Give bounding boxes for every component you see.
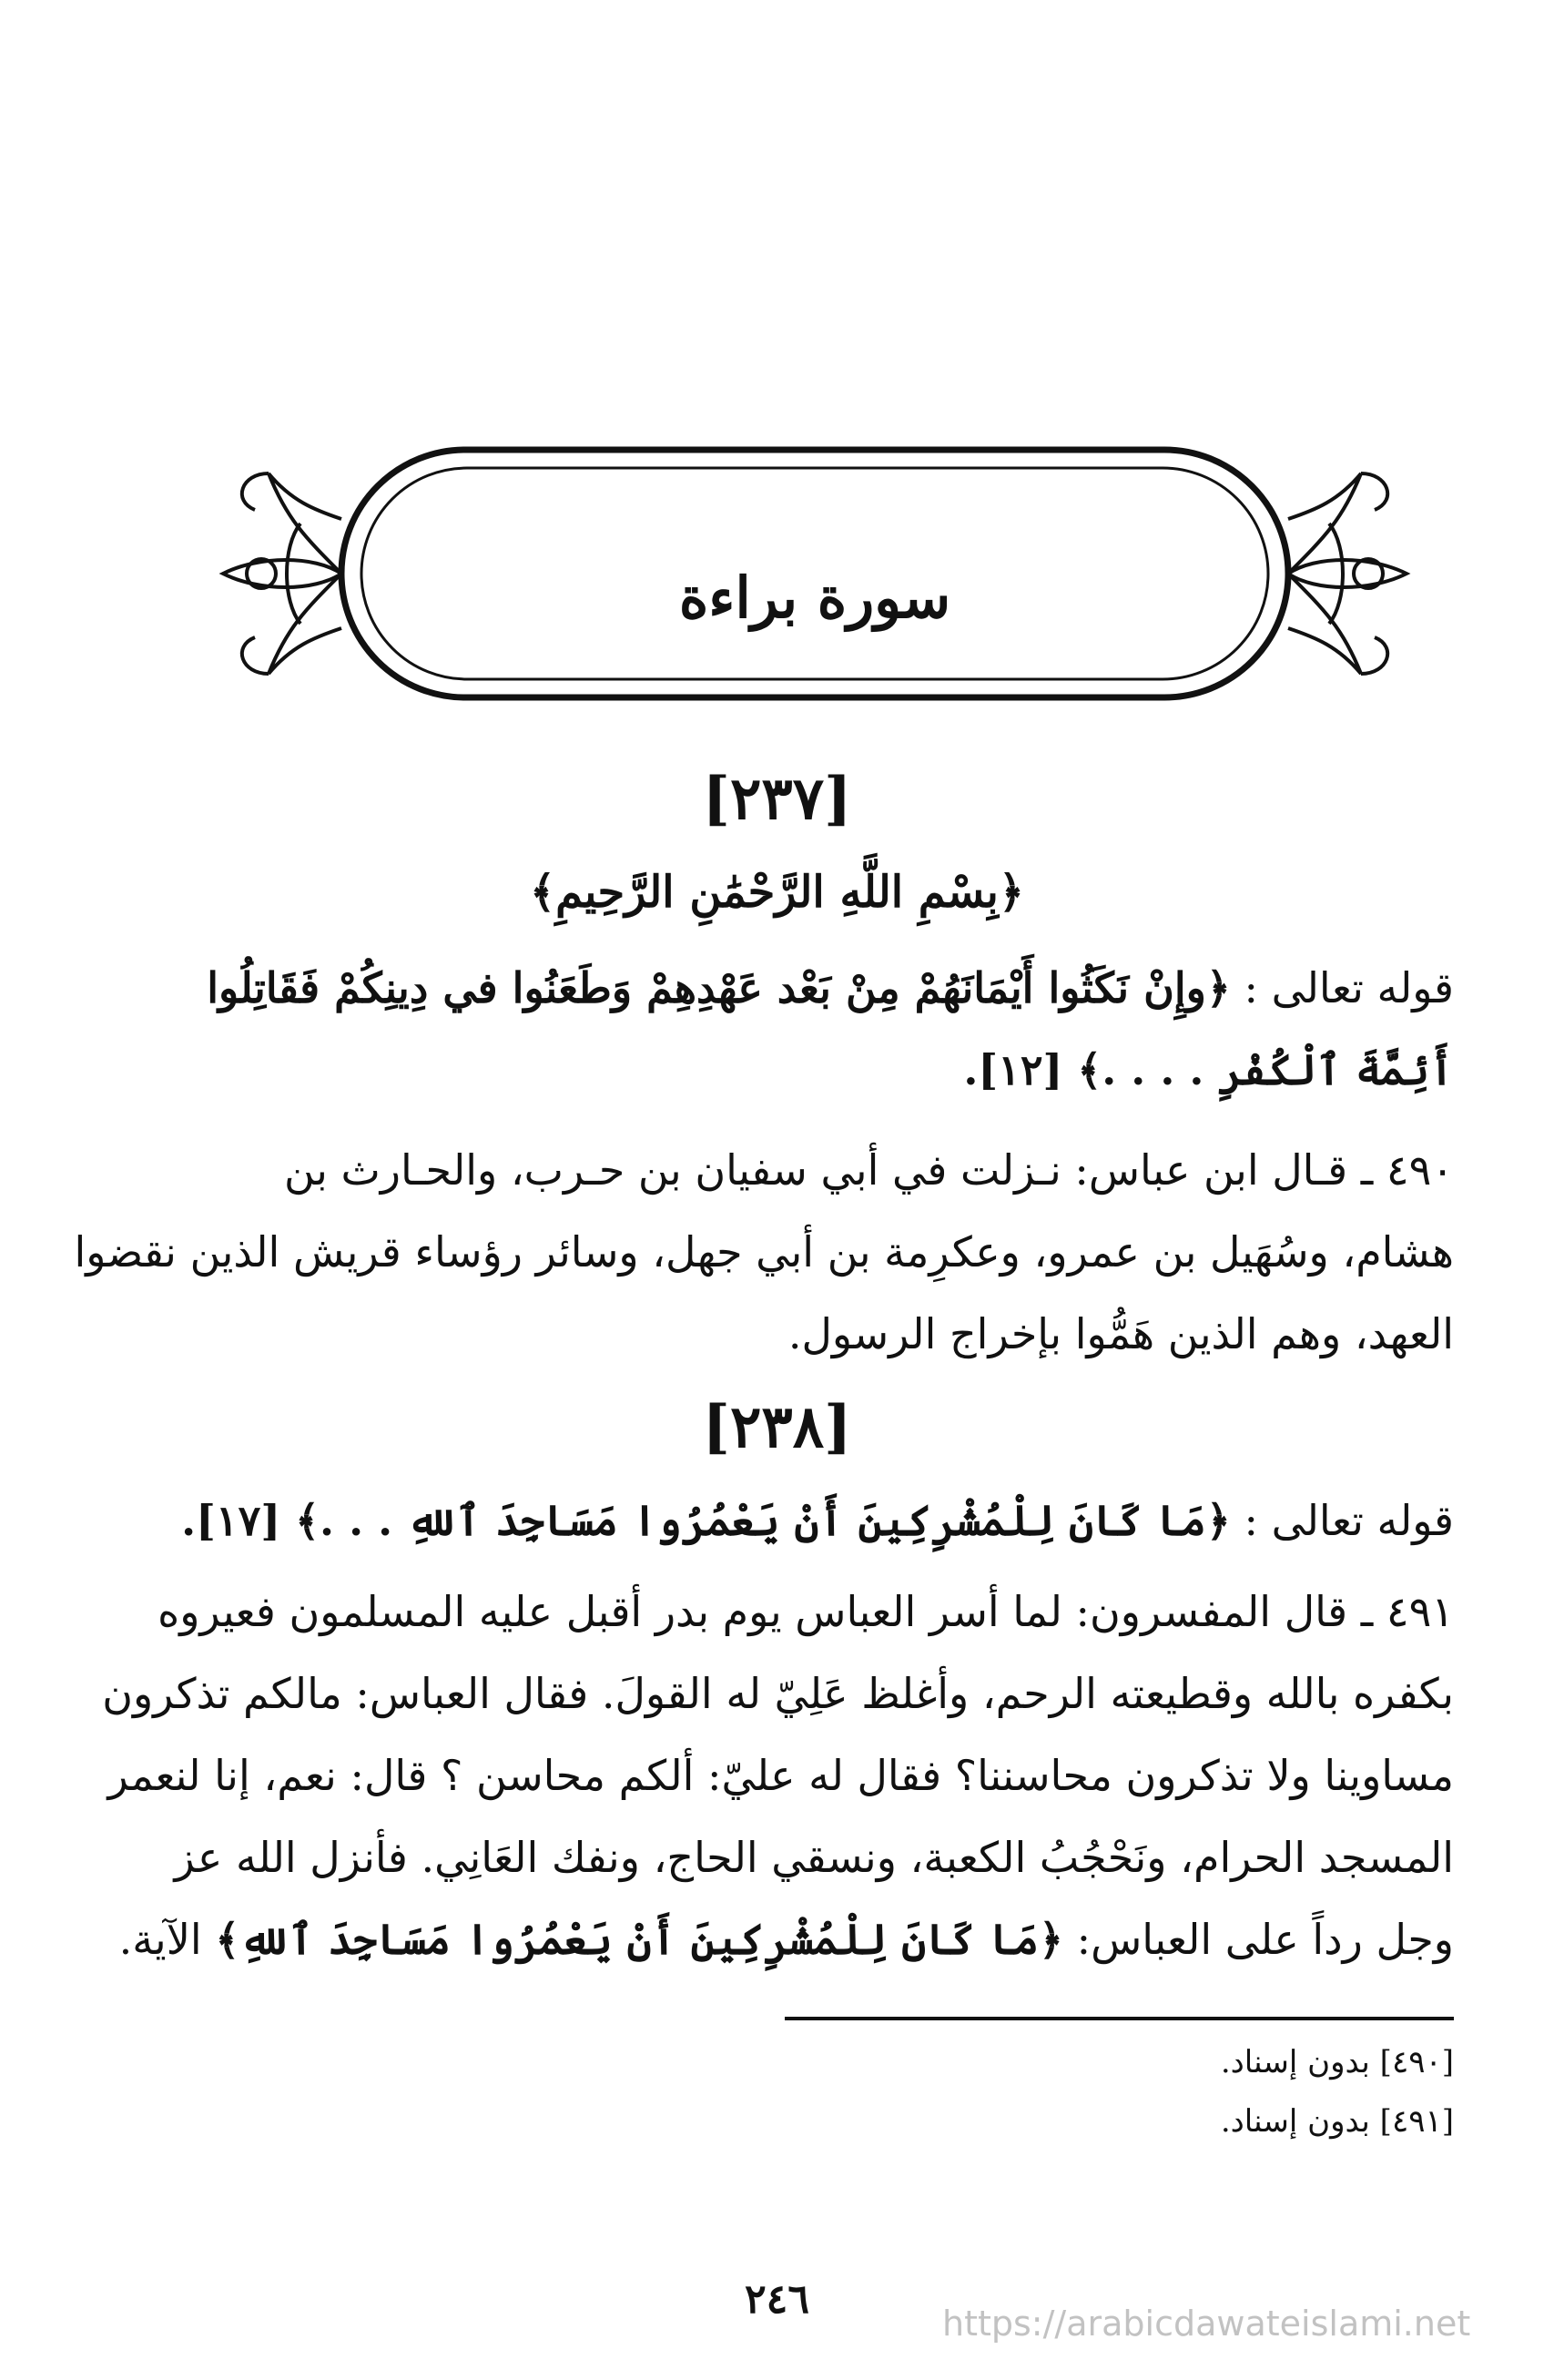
page-number: ٢٤٦: [745, 2276, 809, 2323]
narration-line: بكفره بالله وقطيعته الرحم، وأغلظ عَلِيّ له القولَ. فقال العباس: مالكم تذكرون: [102, 1669, 1454, 1718]
verse-line: [97, 1480, 1454, 1561]
narration-line: العهد، وهم الذين هَمُّوا بإخراج الرسول.: [787, 1309, 1454, 1358]
section-number: [٢٣٧]: [702, 765, 852, 833]
narration-line: ٤٩٠ ـ قـال ابن عباس: نـزلت في أبي سفيان بن حـرب، والحـارث بن: [284, 1145, 1454, 1195]
verse-line: [97, 947, 1454, 1029]
closing-tail: الآية.: [118, 1915, 202, 1964]
closing-lead: وجل رداً على العباس:: [1076, 1915, 1454, 1964]
footnote-divider: [785, 2017, 1454, 2020]
footnote: [٤٩١] بدون إسناد.: [1220, 2103, 1454, 2140]
verse-lead: قوله تعالى :: [1244, 1496, 1454, 1545]
verse-line: أَئِمَّةَ ٱلْكُفْرِ . . . .﴾ [١٢].: [963, 1045, 1454, 1094]
narration-line: هشام، وسُهَيل بن عمرو، وعكرِمة بن أبي جهل، وسائر رؤساء قريش الذين نقضوا: [74, 1227, 1454, 1276]
verse-lead: قوله تعالى :: [1244, 963, 1454, 1012]
surah-title: سورة براءة: [678, 564, 951, 631]
narration-line: المسجد الحرام، ونَحْجُبُ الكعبة، ونسقي الحاج، ونفك العَانِي. فأنزل الله عز: [174, 1833, 1454, 1882]
verse-text: ﴿مَا كَانَ لِلْمُشْرِكِينَ أَنْ يَعْمُرُوا مَسَاجِدَ ٱللهِ . . .﴾ [١٧].: [181, 1496, 1231, 1545]
narration-line: [97, 1898, 1454, 1980]
footnote: [٤٩٠] بدون إسناد.: [1220, 2044, 1454, 2080]
verse-text: ﴿وإِنْ نَكَثُوا أَيْمَانَهُمْ مِنْ بَعْد عَهْدِهِمْ وَطَعَنُوا في دِينِكُمْ فَقَاتِلُوا: [207, 963, 1231, 1012]
watermark: https://arabicdawateislami.net: [942, 2304, 1471, 2344]
section-number: [٢٣٨]: [702, 1393, 852, 1461]
narration-line: ٤٩١ ـ قال المفسرون: لما أسر العباس يوم بدر أقبل عليه المسلمون فعيروه: [157, 1587, 1454, 1636]
closing-verse: ﴿مَا كَانَ لِلْمُشْرِكِينَ أَنْ يَعْمُرُوا مَسَاجِدَ ٱللهِ﴾: [215, 1915, 1063, 1964]
narration-line: مساوينا ولا تذكرون محاسننا؟ فقال له عليّ: ألكم محاسن ؟ قال: نعم، إنا لنعمر: [107, 1751, 1454, 1800]
basmala: ﴿بِسْمِ اللَّهِ الرَّحْمَٰنِ الرَّحِيمِ﴾: [529, 867, 1025, 918]
